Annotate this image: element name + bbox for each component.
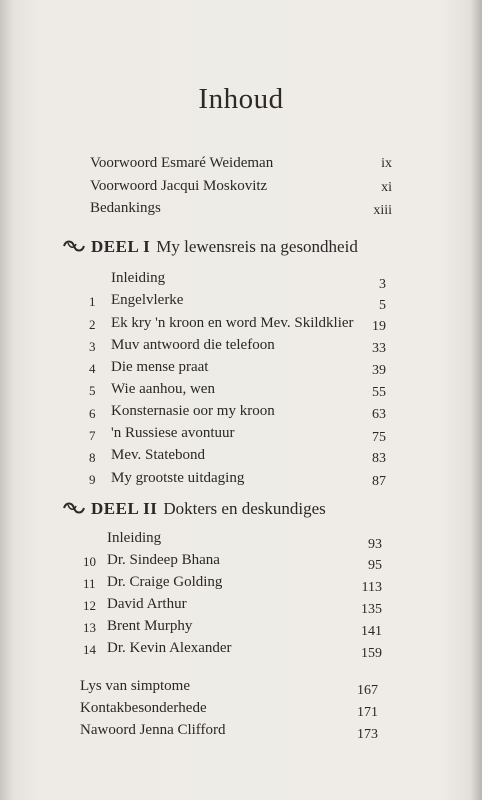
toc-entry-page: 167 [357,683,378,698]
chapter-number: 7 [89,428,96,443]
toc-entry-title: Muv antwoord die telefoon [111,337,275,353]
toc-entry-page: 75 [372,430,386,445]
toc-entry-title: Engelvlerke [111,292,184,308]
chapter-number: 6 [89,406,96,421]
toc-entry-title: Konsternasie oor my kroon [111,403,275,419]
part-label: DEEL I [91,237,151,256]
toc-entry-title: Lys van simptome [80,678,190,694]
chapter-number: 2 [89,317,96,332]
part-label: DEEL II [91,499,158,518]
chapter-number: 12 [83,598,96,613]
page-title: Inhoud [198,83,284,115]
chapter-number: 11 [83,576,96,591]
toc-entry-title: 'n Russiese avontuur [111,425,235,441]
toc-entry-page: 39 [372,363,386,378]
toc-entry-page: 5 [379,298,386,313]
chapter-number: 10 [83,554,96,569]
toc-entry-page: 173 [357,727,378,742]
chapter-number: 14 [83,642,96,657]
chapter-number: 9 [89,472,96,487]
toc-entry-title: David Arthur [107,596,187,612]
toc-entry-title: Nawoord Jenna Clifford [80,722,226,738]
toc-entry-page: 55 [372,385,386,400]
toc-entry-page: ix [381,156,392,171]
part-title: Dokters en deskundiges [163,499,326,518]
toc-entry-title: Dr. Sindeep Bhana [107,552,220,568]
toc-entry-title: Dr. Craige Golding [107,574,223,590]
toc-entry-page: 135 [361,602,382,617]
toc-entry-page: 159 [361,646,382,661]
toc-entry-page: 63 [372,407,386,422]
toc-entry-page: xi [381,180,392,195]
ornament-icon [62,501,86,515]
toc-entry-page: 93 [368,537,382,552]
chapter-number: 8 [89,450,96,465]
toc-entry-page: 33 [372,341,386,356]
toc-entry-page: 83 [372,451,386,466]
toc-entry-title: Wie aanhou, wen [111,381,215,397]
toc-entry-title: My grootste uitdaging [111,470,245,486]
toc-entry-page: 95 [368,558,382,573]
chapter-number: 4 [89,361,96,376]
toc-entry-title: Ek kry 'n kroon en word Mev. Skildklier [111,315,354,331]
toc-entry-title: Die mense praat [111,359,209,375]
chapter-number: 13 [83,620,96,635]
toc-entry-title: Inleiding [107,530,162,546]
toc-entry-page: 141 [361,624,382,639]
part-title: My lewensreis na gesondheid [156,237,358,256]
chapter-number: 3 [89,339,96,354]
toc-entry-title: Inleiding [111,270,166,286]
toc-entry-title: Voorwoord Jacqui Moskovitz [90,178,268,194]
ornament-icon [62,239,86,253]
toc-entry-title: Mev. Statebond [111,447,206,463]
toc-entry-page: xiii [373,203,392,218]
chapter-number: 5 [89,383,96,398]
toc-entry-title: Bedankings [90,200,161,216]
part-heading [62,237,358,257]
toc-entry-title: Voorwoord Esmaré Weideman [90,155,274,171]
toc-entry-title: Kontakbesonderhede [80,700,207,716]
toc-entry-page: 3 [379,277,386,292]
chapter-number: 1 [89,294,96,309]
toc-entry-page: 87 [372,474,386,489]
toc-entry-page: 171 [357,705,378,720]
toc-entry-title: Brent Murphy [107,618,193,634]
toc-entry-page: 19 [372,319,386,334]
toc-entry-page: 113 [361,580,382,595]
toc-entry-title: Dr. Kevin Alexander [107,640,232,656]
part-heading [62,499,326,519]
